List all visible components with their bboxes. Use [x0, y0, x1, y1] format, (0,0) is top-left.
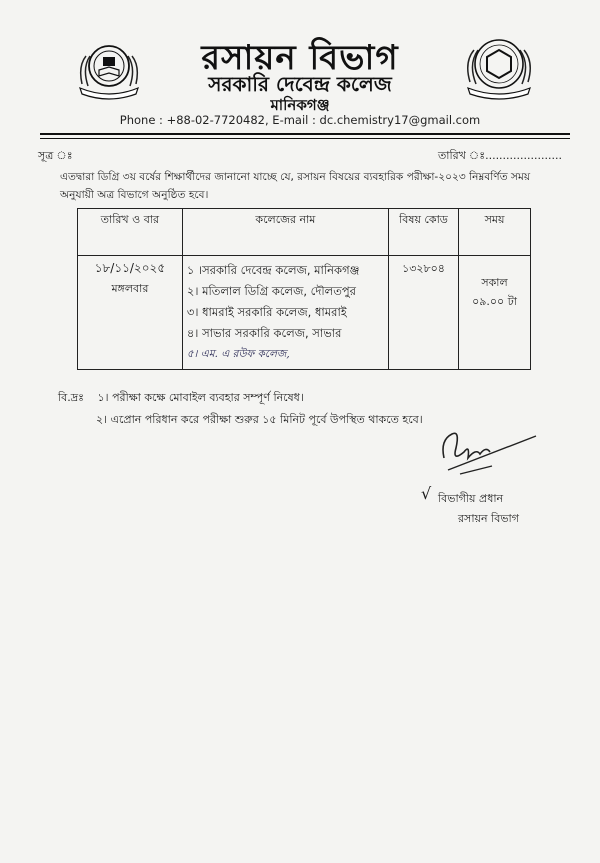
table-header-row	[78, 209, 531, 256]
college-location: মানিকগঞ্জ	[270, 96, 330, 114]
contact-line: Phone : +88-02-7720482, E-mail : dc.chemistry17@gmail.com	[119, 113, 481, 127]
date-cell	[78, 256, 183, 370]
signatory-title: বিভাগীয় প্রধান	[438, 492, 504, 505]
subject-code: ১৩২৮০৪	[402, 262, 445, 275]
exam-day: মঙ্গলবার	[111, 282, 149, 295]
intro-paragraph: এতদ্বারা ডিগ্রি ৩য় বর্ষের শিক্ষার্থীদের জানানো যাচ্ছে যে, রসায়ন বিষয়ের ব্যবহারিক পরীক্ষা-২০২৩ নিম্নবর্ণিত সময় অনুযায়ী অত্র বিভাগে অনুষ্ঠিত হবে।	[60, 171, 531, 201]
notes-label: বি.দ্রঃ	[58, 391, 84, 404]
header-date: তারিখ ও বার	[78, 209, 183, 256]
list-item: ৪। সাভার সরকারি কলেজ, সাভার	[186, 326, 342, 340]
header-code: বিষয় কোড	[389, 209, 459, 256]
notes-section	[58, 387, 423, 431]
list-item: ৩। ধামরাই সরকারি কলেজ, ধামরাই	[186, 305, 347, 319]
list-item: ২। মতিলাল ডিগ্রি কলেজ, দৌলতপুর	[186, 284, 356, 298]
time-value: ০৯.০০ টা	[472, 295, 517, 308]
signatory-department: রসায়ন বিভাগ	[458, 512, 519, 525]
header-time: সময়	[459, 209, 531, 256]
exam-schedule-table	[77, 208, 531, 370]
code-cell	[389, 256, 459, 370]
note-item: ১। পরীক্ষা কক্ষে মোবাইল ব্যবহার সম্পূর্ণ নিষেধ।	[97, 391, 304, 404]
note-item: ২। এপ্রোন পরিধান করে পরীক্ষা শুরুর ১৫ মিনিট পূর্বে উপস্থিত থাকতে হবে।	[96, 413, 423, 426]
time-cell	[459, 256, 531, 370]
reference-label: সূত্র ঃ	[38, 149, 73, 162]
college-cell	[182, 256, 388, 370]
header-college: কলেজের নাম	[182, 209, 388, 256]
table-row	[78, 256, 531, 370]
exam-date: ১৮/১১/২০২৫	[94, 261, 166, 275]
list-item: ১ ।সরকারি দেবেন্দ্র কলেজ, মানিকগঞ্জ	[186, 263, 360, 277]
college-name: সরকারি দেবেন্দ্র কলেজ	[208, 72, 392, 96]
handwritten-list-item: ৫। এম. এ রউফ কলেজ,	[186, 348, 290, 360]
signature-mark	[430, 418, 540, 480]
time-label: সকাল	[481, 276, 508, 289]
department-title: রসায়ন বিভাগ	[201, 38, 399, 78]
check-mark-icon: √	[421, 484, 432, 503]
header-divider	[40, 133, 570, 139]
date-field: তারিখ ঃ......................	[438, 149, 563, 162]
